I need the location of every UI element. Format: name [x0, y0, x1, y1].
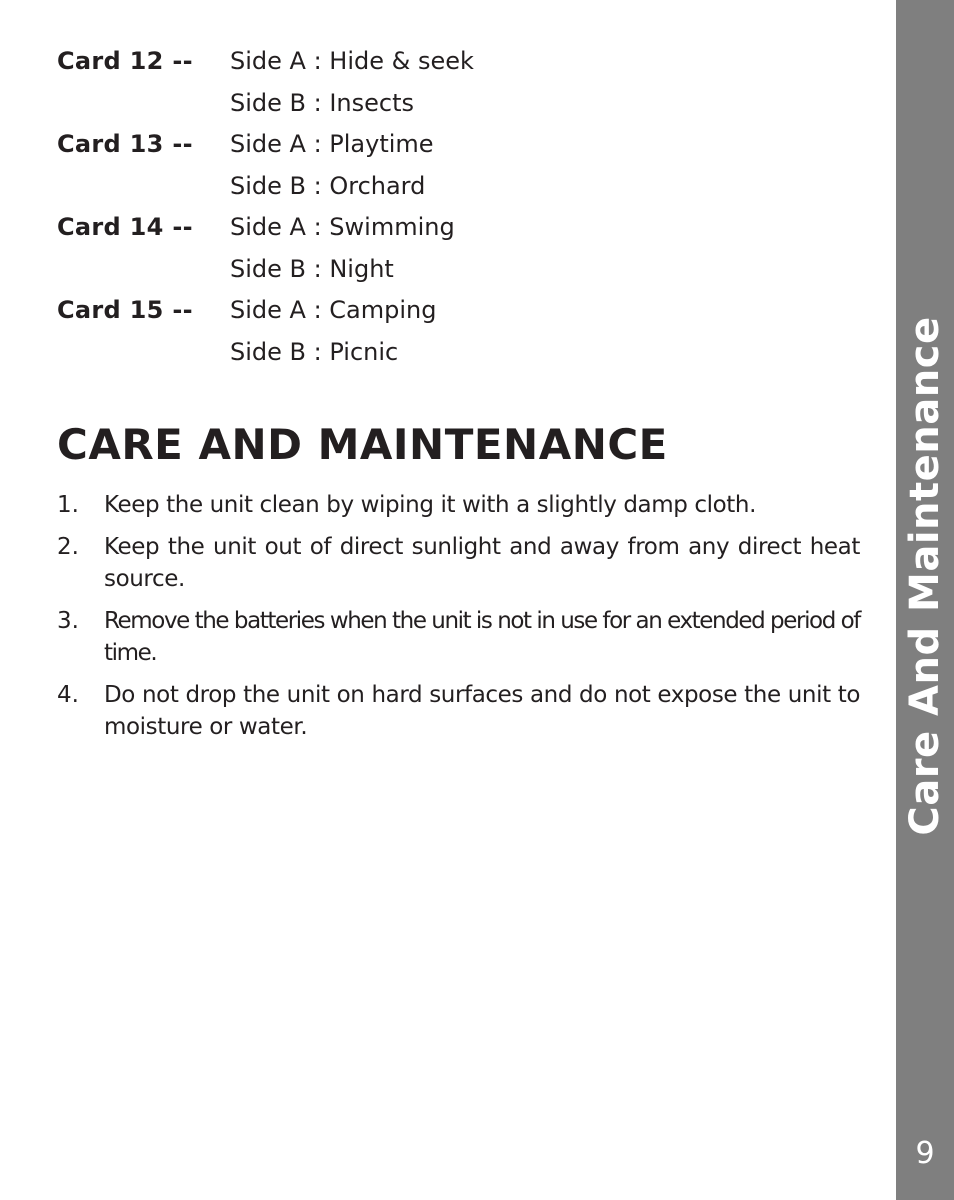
list-item-number: 4. [57, 682, 79, 708]
card-side-value: Side A : Hide & seek [230, 47, 474, 75]
list-item-text: Keep the unit out of direct sunlight and away from any direct heat source. [104, 534, 860, 592]
page-number: 9 [915, 1136, 935, 1171]
card-row [57, 130, 677, 172]
side-tab-title: Care And Maintenance [902, 316, 948, 836]
card-row [57, 47, 677, 89]
list-item [57, 605, 860, 669]
card-row [57, 172, 677, 214]
card-label: Card 14 -- [57, 213, 193, 241]
card-side-value: Side B : Picnic [230, 337, 399, 366]
card-row [57, 296, 677, 338]
list-item-text: Do not drop the unit on hard surfaces and do not expose the unit to moisture or water. [104, 682, 860, 740]
card-side-value: Side A : Camping [230, 296, 437, 324]
card-side-value: Side A : Swimming [230, 213, 455, 241]
card-side-value: Side A : Playtime [230, 130, 434, 158]
card-side-value: Side B : Night [230, 254, 394, 283]
list-item-text: Keep the unit clean by wiping it with a slightly damp cloth. [104, 492, 756, 518]
list-item [57, 489, 860, 521]
list-item-number: 2. [57, 534, 79, 560]
list-item [57, 679, 860, 743]
list-item-text: Remove the batteries when the unit is not in use for an extended period of time. [104, 608, 860, 666]
card-label: Card 12 -- [57, 47, 193, 75]
card-row [57, 338, 677, 380]
card-row [57, 89, 677, 131]
side-tab [896, 0, 954, 1200]
card-label: Card 13 -- [57, 130, 193, 158]
card-label: Card 15 -- [57, 296, 193, 324]
card-row [57, 213, 677, 255]
list-item-number: 3. [57, 608, 79, 634]
care-instructions-list [57, 489, 860, 753]
card-side-value: Side B : Insects [230, 88, 415, 117]
card-list [57, 47, 677, 379]
list-item [57, 531, 860, 595]
card-side-value: Side B : Orchard [230, 171, 426, 200]
section-title: CARE AND MAINTENANCE [57, 420, 668, 469]
card-row [57, 255, 677, 297]
list-item-number: 1. [57, 492, 79, 518]
